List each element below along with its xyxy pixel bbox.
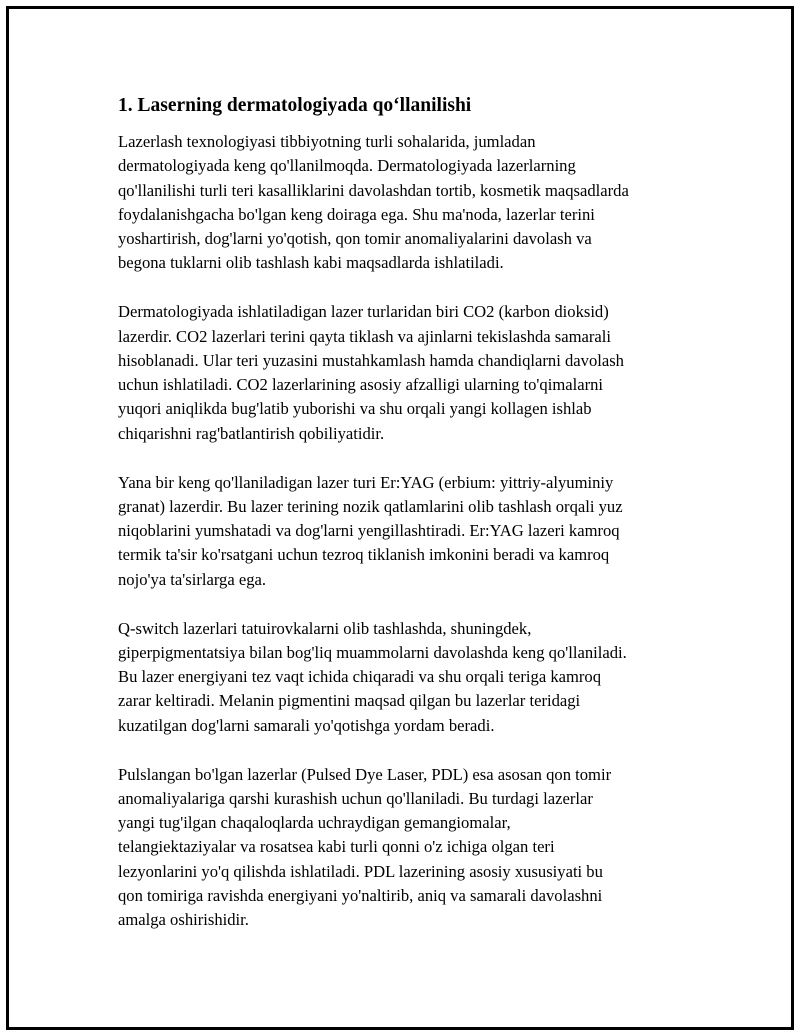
paragraph-eryag-laser: Yana bir keng qo'llaniladigan lazer turi Er:YAG (erbium: yittriy-alyuminiy granat) lazerdir. Bu lazer terining nozik qatlamlarini olib tashlash orqali yuz niqoblarini yumshatadi va dog'larni yengillashtiradi. Er:YAG lazeri kamroq termik ta'sir ko'rsatgani uchun tezroq tiklanish imkonini beradi va kamroq nojo'ya ta'sirlarga ega. xyxy=(118,472,623,589)
document-body xyxy=(118,93,698,957)
paragraph-intro: Lazerlash texnologiyasi tibbiyotning turli sohalarida, jumladan dermatologiyada keng qo'llanilmoqda. Dermatologiyada lazerlarning qo'llanilishi turli teri kasalliklarini davolashdan tortib, kosmetik maqsadlarda foydalanishgacha bo'lgan keng doiraga ega. Shu ma'noda, lazerlar terini yoshartirish, dog'larni yo'qotish, qon tomir anomaliyalarini davolash va begona tuklarni olib tashlash kabi maqsadlarda ishlatiladi. xyxy=(118,132,629,273)
section-heading: 1. Laserning dermatologiyada qo‘llanilishi xyxy=(118,95,472,116)
paragraph-co2-laser: Dermatologiyada ishlatiladigan lazer turlaridan biri CO2 (karbon dioksid) lazerdir. CO2 lazerlari terini qayta tiklash va ajinlarni tekislashda samarali hisoblanadi. Ular teri yuzasini mustahkamlash hamda chandiqlarni davolash uchun ishlatiladi. CO2 lazerlarining asosiy afzalligi ularning to'qimalarni yuqori aniqlikda bug'latib yuborishi va shu orqali yangi kollagen ishlab chiqarishni rag'batlantirish qobiliyatidir. xyxy=(118,302,624,443)
paragraph-qswitch-laser: Q-switch lazerlari tatuirovkalarni olib tashlashda, shuningdek, giperpigmentatsiya bilan bog'liq muammolarni davolashda keng qo'llaniladi. Bu lazer energiyani tez vaqt ichida chiqaradi va shu orqali teriga kamroq zarar keltiradi. Melanin pigmentini maqsad qilgan bu lazerlar teridagi kuzatilgan dog'larni samarali yo'qotishga yordam beradi. xyxy=(118,618,627,735)
paragraph-pdl-laser: Pulslangan bo'lgan lazerlar (Pulsed Dye Laser, PDL) esa asosan qon tomir anomaliyalariga qarshi kurashish uchun qo'llaniladi. Bu turdagi lazerlar yangi tug'ilgan chaqaloqlarda uchraydigan gemangiomalar, telangiektaziyalar va rosatsea kabi turli qonni o'z ichiga olgan teri lezyonlarini yo'q qilishda ishlatiladi. PDL lazerining asosiy xususiyati bu qon tomiriga ravishda energiyani yo'naltirib, aniq va samarali davolashni amalga oshirishidir. xyxy=(118,764,612,930)
